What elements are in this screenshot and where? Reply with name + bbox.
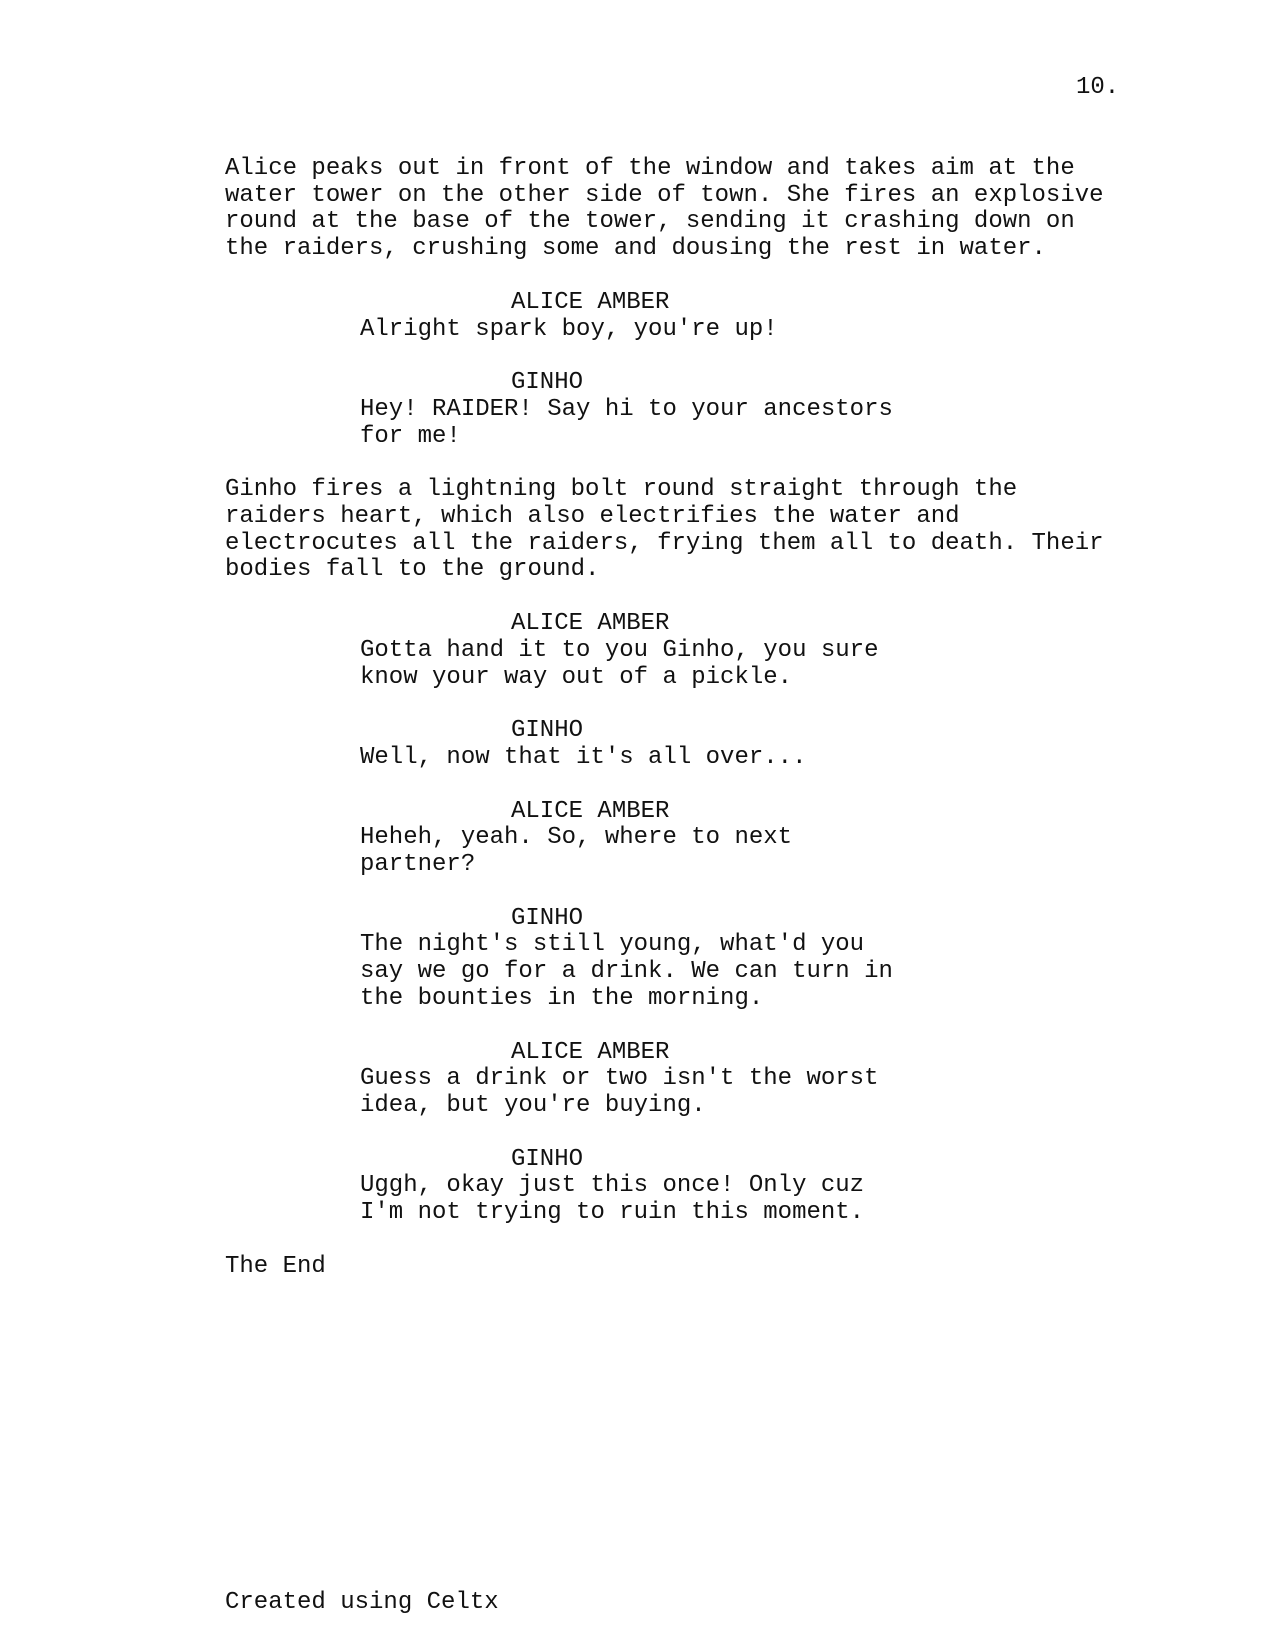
dialogue-line: Well, now that it's all over...: [360, 743, 807, 771]
ending-line: The End: [225, 1252, 326, 1280]
character-name: GINHO: [511, 369, 584, 397]
action-paragraph: Ginho fires a lightning bolt round straight through the raiders heart, which also electrifies the water and electrocutes all the raiders, frying them all to death. Their bodies fall to the ground.: [225, 476, 1104, 584]
dialogue-block: [225, 799, 1165, 879]
dialogue-line: Hey! RAIDER! Say hi to your ancestors for me!: [360, 395, 893, 450]
dialogue-block: [225, 906, 1165, 1013]
script-body: [225, 156, 1165, 1281]
character-name: GINHO: [511, 717, 584, 745]
dialogue-block: [225, 290, 1165, 343]
character-name: ALICE AMBER: [511, 288, 670, 316]
action-paragraph: Alice peaks out in front of the window and takes aim at the water tower on the other side of town. She fires an explosive round at the base of the tower, sending it crashing down on the raiders, crushing some and dousing the rest in water.: [225, 155, 1104, 263]
dialogue-block: [225, 370, 1165, 450]
dialogue-line: Heheh, yeah. So, where to next partner?: [360, 824, 793, 879]
dialogue-block: [225, 718, 1165, 771]
dialogue-line: Guess a drink or two isn't the worst idea, but you're buying.: [360, 1065, 879, 1119]
dialogue-line: Gotta hand it to you Ginho, you sure know your way out of a pickle.: [360, 636, 879, 691]
page-number: 10.: [1076, 74, 1120, 101]
dialogue-line: Alright spark boy, you're up!: [360, 315, 778, 343]
character-name: GINHO: [511, 1145, 584, 1173]
character-name: ALICE AMBER: [511, 797, 670, 825]
dialogue-block: [225, 1147, 1165, 1227]
dialogue-block: [225, 611, 1165, 691]
dialogue-block: [225, 1040, 1165, 1120]
footer-credit: Created using Celtx: [225, 1589, 499, 1616]
character-name: ALICE AMBER: [511, 1038, 670, 1066]
character-name: GINHO: [511, 904, 584, 932]
dialogue-line: The night's still young, what'd you say we go for a drink. We can turn in the bounties in the morning.: [360, 931, 893, 1012]
dialogue-line: Uggh, okay just this once! Only cuz I'm not trying to ruin this moment.: [360, 1172, 865, 1227]
character-name: ALICE AMBER: [511, 610, 670, 638]
